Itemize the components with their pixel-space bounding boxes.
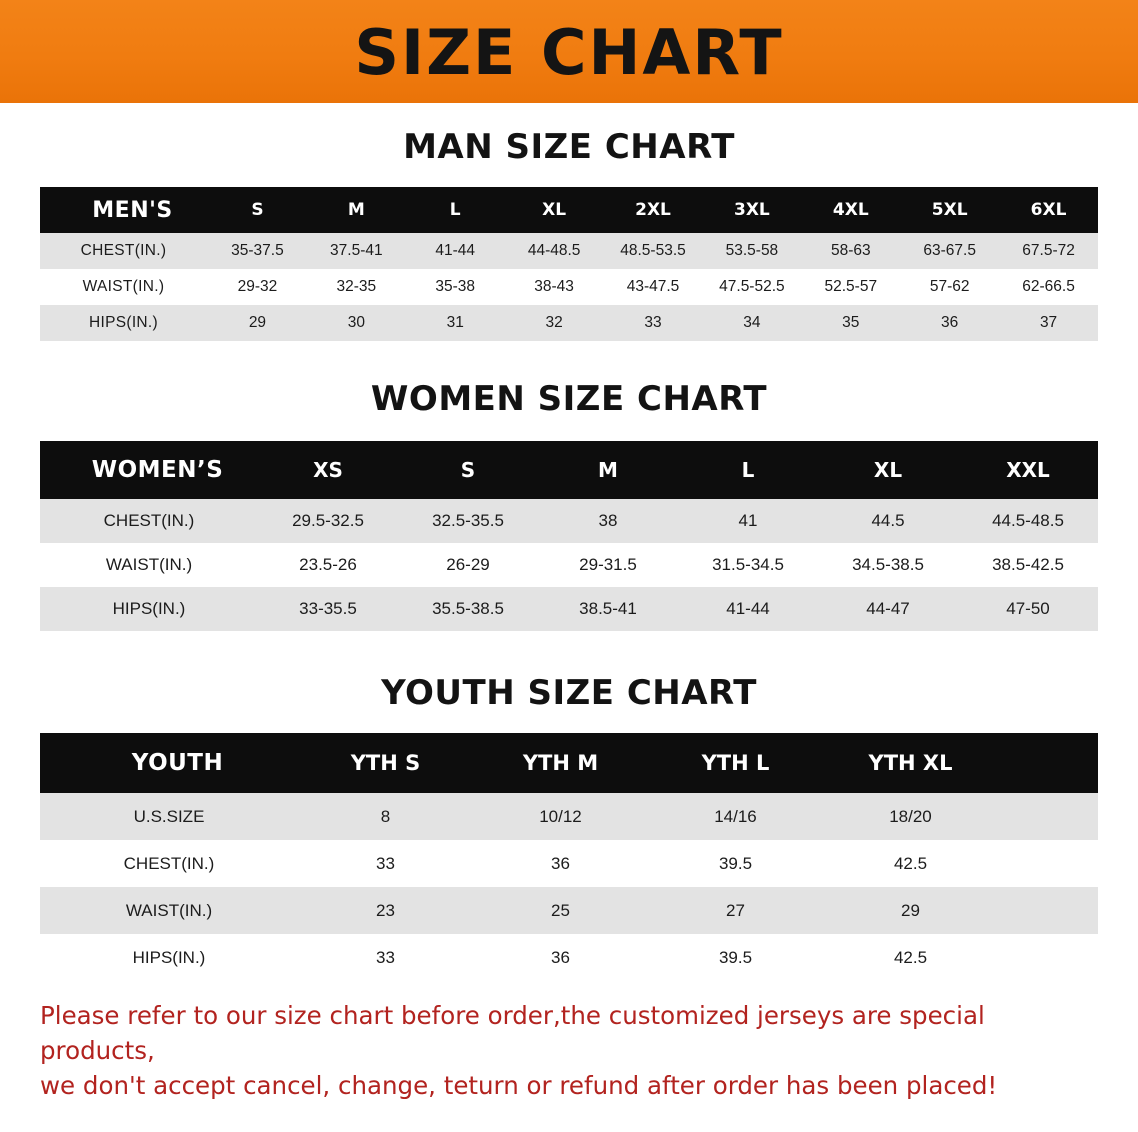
youth-waist-spacer <box>998 887 1098 934</box>
men-col-5xl: 5XL <box>900 187 999 233</box>
men-chest-3xl: 53.5-58 <box>702 233 801 269</box>
men-chest-s: 35-37.5 <box>208 233 307 269</box>
men-waist-5xl: 57-62 <box>900 269 999 305</box>
men-waist-3xl: 47.5-52.5 <box>702 269 801 305</box>
men-waist-xl: 38-43 <box>505 269 604 305</box>
youth-chest-yth-s: 33 <box>298 840 473 887</box>
youth-col-yth-xl: YTH XL <box>823 733 998 793</box>
youth-hips-yth-l: 39.5 <box>648 934 823 981</box>
women-chest-xs: 29.5-32.5 <box>258 499 398 543</box>
men-row-label-waist: WAIST(IN.) <box>40 269 208 305</box>
order-policy-note <box>40 999 1098 1103</box>
men-hips-6xl: 37 <box>999 305 1098 341</box>
men-chest-4xl: 58-63 <box>801 233 900 269</box>
table-header-row <box>40 441 1098 499</box>
youth-us-size-yth-l: 14/16 <box>648 793 823 840</box>
youth-chest-spacer <box>998 840 1098 887</box>
women-row-label-chest: CHEST(IN.) <box>40 499 258 543</box>
women-chest-s: 32.5-35.5 <box>398 499 538 543</box>
youth-hips-spacer <box>998 934 1098 981</box>
youth-corner-label: YOUTH <box>40 733 298 793</box>
men-chest-xl: 44-48.5 <box>505 233 604 269</box>
page-banner <box>0 0 1138 103</box>
table-row <box>40 269 1098 305</box>
men-col-l: L <box>406 187 505 233</box>
women-waist-m: 29-31.5 <box>538 543 678 587</box>
men-hips-2xl: 33 <box>604 305 703 341</box>
men-waist-2xl: 43-47.5 <box>604 269 703 305</box>
men-col-3xl: 3XL <box>702 187 801 233</box>
women-waist-xs: 23.5-26 <box>258 543 398 587</box>
men-corner-label: MEN'S <box>40 187 208 233</box>
youth-size-table <box>40 733 1098 981</box>
man-size-table-wrap <box>40 187 1098 341</box>
men-chest-2xl: 48.5-53.5 <box>604 233 703 269</box>
men-hips-s: 29 <box>208 305 307 341</box>
women-col-xs: XS <box>258 441 398 499</box>
youth-size-table-wrap <box>40 733 1098 981</box>
youth-hips-yth-m: 36 <box>473 934 648 981</box>
women-chest-xxl: 44.5-48.5 <box>958 499 1098 543</box>
men-hips-xl: 32 <box>505 305 604 341</box>
women-hips-s: 35.5-38.5 <box>398 587 538 631</box>
men-row-label-chest: CHEST(IN.) <box>40 233 208 269</box>
men-waist-m: 32-35 <box>307 269 406 305</box>
man-section-heading: MAN SIZE CHART <box>403 127 735 167</box>
youth-us-size-yth-m: 10/12 <box>473 793 648 840</box>
table-row <box>40 934 1098 981</box>
men-waist-s: 29-32 <box>208 269 307 305</box>
women-hips-xxl: 47-50 <box>958 587 1098 631</box>
women-hips-l: 41-44 <box>678 587 818 631</box>
women-col-xxl: XXL <box>958 441 1098 499</box>
youth-col-yth-l: YTH L <box>648 733 823 793</box>
women-waist-l: 31.5-34.5 <box>678 543 818 587</box>
youth-chest-yth-l: 39.5 <box>648 840 823 887</box>
table-row <box>40 840 1098 887</box>
man-size-table <box>40 187 1098 341</box>
men-hips-3xl: 34 <box>702 305 801 341</box>
women-hips-xl: 44-47 <box>818 587 958 631</box>
women-waist-s: 26-29 <box>398 543 538 587</box>
men-col-4xl: 4XL <box>801 187 900 233</box>
women-size-table <box>40 441 1098 631</box>
youth-chest-yth-m: 36 <box>473 840 648 887</box>
men-chest-6xl: 67.5-72 <box>999 233 1098 269</box>
men-hips-5xl: 36 <box>900 305 999 341</box>
table-row <box>40 543 1098 587</box>
women-row-label-waist: WAIST(IN.) <box>40 543 258 587</box>
men-chest-l: 41-44 <box>406 233 505 269</box>
women-chest-m: 38 <box>538 499 678 543</box>
youth-waist-yth-m: 25 <box>473 887 648 934</box>
men-chest-5xl: 63-67.5 <box>900 233 999 269</box>
table-row <box>40 233 1098 269</box>
order-policy-note-line-1: Please refer to our size chart before order,the customized jerseys are special products, <box>40 1001 985 1065</box>
men-col-xl: XL <box>505 187 604 233</box>
page-title: SIZE CHART <box>354 15 784 89</box>
youth-chest-yth-xl: 42.5 <box>823 840 998 887</box>
youth-hips-yth-s: 33 <box>298 934 473 981</box>
women-waist-xl: 34.5-38.5 <box>818 543 958 587</box>
women-hips-m: 38.5-41 <box>538 587 678 631</box>
youth-us-size-spacer <box>998 793 1098 840</box>
table-row <box>40 499 1098 543</box>
youth-col-yth-m: YTH M <box>473 733 648 793</box>
men-col-2xl: 2XL <box>604 187 703 233</box>
women-waist-xxl: 38.5-42.5 <box>958 543 1098 587</box>
women-row-label-hips: HIPS(IN.) <box>40 587 258 631</box>
table-header-row <box>40 733 1098 793</box>
youth-row-label-hips: HIPS(IN.) <box>40 934 298 981</box>
youth-section-heading: YOUTH SIZE CHART <box>381 673 757 713</box>
youth-row-label-waist: WAIST(IN.) <box>40 887 298 934</box>
men-chest-m: 37.5-41 <box>307 233 406 269</box>
women-hips-xs: 33-35.5 <box>258 587 398 631</box>
men-hips-l: 31 <box>406 305 505 341</box>
women-chest-xl: 44.5 <box>818 499 958 543</box>
order-policy-note-line-2: we don't accept cancel, change, teturn or refund after order has been placed! <box>40 1070 998 1100</box>
women-chest-l: 41 <box>678 499 818 543</box>
women-col-s: S <box>398 441 538 499</box>
men-hips-4xl: 35 <box>801 305 900 341</box>
youth-row-label-chest: CHEST(IN.) <box>40 840 298 887</box>
men-col-6xl: 6XL <box>999 187 1098 233</box>
women-col-xl: XL <box>818 441 958 499</box>
men-waist-4xl: 52.5-57 <box>801 269 900 305</box>
table-row <box>40 887 1098 934</box>
women-col-m: M <box>538 441 678 499</box>
table-row <box>40 587 1098 631</box>
women-size-table-wrap <box>40 441 1098 631</box>
youth-waist-yth-xl: 29 <box>823 887 998 934</box>
youth-row-label-us-size: U.S.SIZE <box>40 793 298 840</box>
table-row <box>40 305 1098 341</box>
men-waist-6xl: 62-66.5 <box>999 269 1098 305</box>
men-hips-m: 30 <box>307 305 406 341</box>
women-section-heading: WOMEN SIZE CHART <box>370 379 768 419</box>
women-corner-label: WOMEN’S <box>40 441 258 499</box>
youth-hips-yth-xl: 42.5 <box>823 934 998 981</box>
table-row <box>40 793 1098 840</box>
men-col-s: S <box>208 187 307 233</box>
men-col-m: M <box>307 187 406 233</box>
men-row-label-hips: HIPS(IN.) <box>40 305 208 341</box>
women-col-l: L <box>678 441 818 499</box>
youth-col-spacer <box>998 733 1098 793</box>
youth-waist-yth-s: 23 <box>298 887 473 934</box>
youth-us-size-yth-xl: 18/20 <box>823 793 998 840</box>
men-waist-l: 35-38 <box>406 269 505 305</box>
youth-us-size-yth-s: 8 <box>298 793 473 840</box>
youth-waist-yth-l: 27 <box>648 887 823 934</box>
youth-col-yth-s: YTH S <box>298 733 473 793</box>
table-header-row <box>40 187 1098 233</box>
